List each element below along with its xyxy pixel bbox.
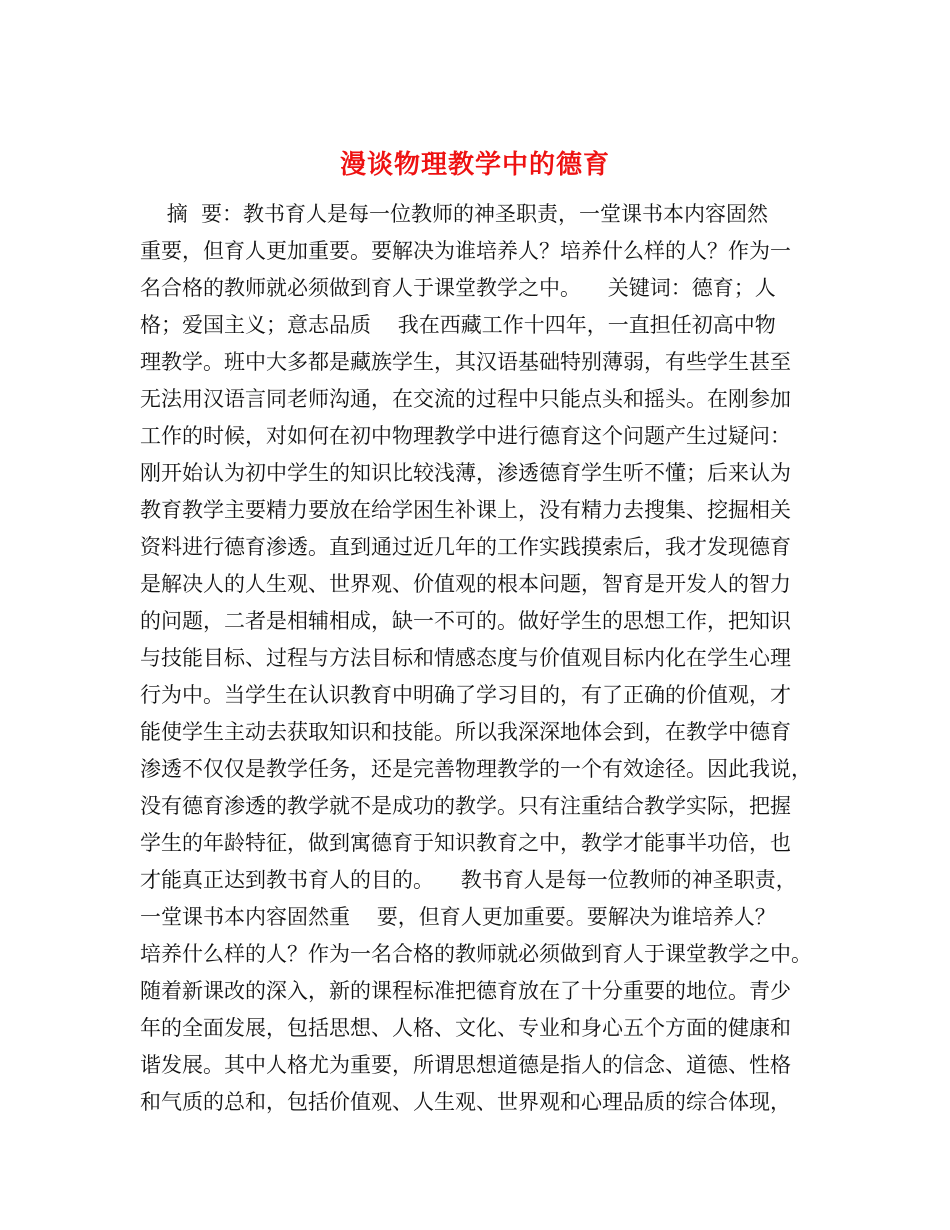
- body-line: 行为中。当学生在认识教育中明确了学习目的，有了正确的价值观，才: [140, 683, 791, 707]
- body-line: 摘 要：教书育人是每一位教师的神圣职责，一堂课书本内容固然: [140, 202, 769, 226]
- body-line: 学生的年龄特征，做到寓德育于知识教育之中，教学才能事半功倍，也: [140, 831, 791, 855]
- body-line: 和气质的总和，包括价值观、人生观、世界观和心理品质的综合体现，: [140, 1090, 791, 1114]
- body-line: 年的全面发展，包括思想、人格、文化、专业和身心五个方面的健康和: [140, 1016, 791, 1040]
- body-line: 理教学。班中大多都是藏族学生，其汉语基础特别薄弱，有些学生甚至: [140, 350, 791, 374]
- body-line: 工作的时候，对如何在初中物理教学中进行德育这个问题产生过疑问：: [140, 424, 791, 448]
- body-line: 资料进行德育渗透。直到通过近几年的工作实践摸索后，我才发现德育: [140, 535, 791, 559]
- body-line: 无法用汉语言同老师沟通，在交流的过程中只能点头和摇头。在刚参加: [140, 387, 791, 411]
- body-line: 与技能目标、过程与方法目标和情感态度与价值观目标内化在学生心理: [140, 646, 791, 670]
- body-line: 随着新课改的深入，新的课程标准把德育放在了十分重要的地位。青少: [140, 979, 791, 1003]
- body-line: 没有德育渗透的教学就不是成功的教学。只有注重结合教学实际，把握: [140, 794, 791, 818]
- body-line: 能使学生主动去获取知识和技能。所以我深深地体会到，在教学中德育: [140, 720, 791, 744]
- body-line: 才能真正达到教书育人的目的。 教书育人是每一位教师的神圣职责，: [140, 868, 797, 892]
- document-title: 漫谈物理教学中的德育: [339, 150, 610, 181]
- body-line: 格；爱国主义；意志品质 我在西藏工作十四年，一直担任初高中物: [140, 313, 776, 337]
- body-line: 谐发展。其中人格尤为重要，所谓思想道德是指人的信念、道德、性格: [140, 1053, 791, 1077]
- body-line: 名合格的教师就必须做到育人于课堂教学之中。 关键词：德育；人: [140, 276, 776, 300]
- body-line: 一堂课书本内容固然重 要，但育人更加重要。要解决为谁培养人？: [140, 905, 776, 929]
- body-line: 重要，但育人更加重要。要解决为谁培养人？培养什么样的人？作为一: [140, 239, 791, 263]
- body-line: 刚开始认为初中学生的知识比较浅薄，渗透德育学生听不懂；后来认为: [140, 461, 791, 485]
- document-body: [140, 196, 820, 1121]
- body-line: 培养什么样的人？作为一名合格的教师就必须做到育人于课堂教学之中。: [140, 942, 812, 966]
- body-line: 是解决人的人生观、世界观、价值观的根本问题，智育是开发人的智力: [140, 572, 791, 596]
- body-line: 教育教学主要精力要放在给学困生补课上，没有精力去搜集、挖掘相关: [140, 498, 791, 522]
- body-line: 的问题，二者是相辅相成，缺一不可的。做好学生的思想工作，把知识: [140, 609, 791, 633]
- body-line: 渗透不仅仅是教学任务，还是完善物理教学的一个有效途径。因此我说，: [140, 757, 812, 781]
